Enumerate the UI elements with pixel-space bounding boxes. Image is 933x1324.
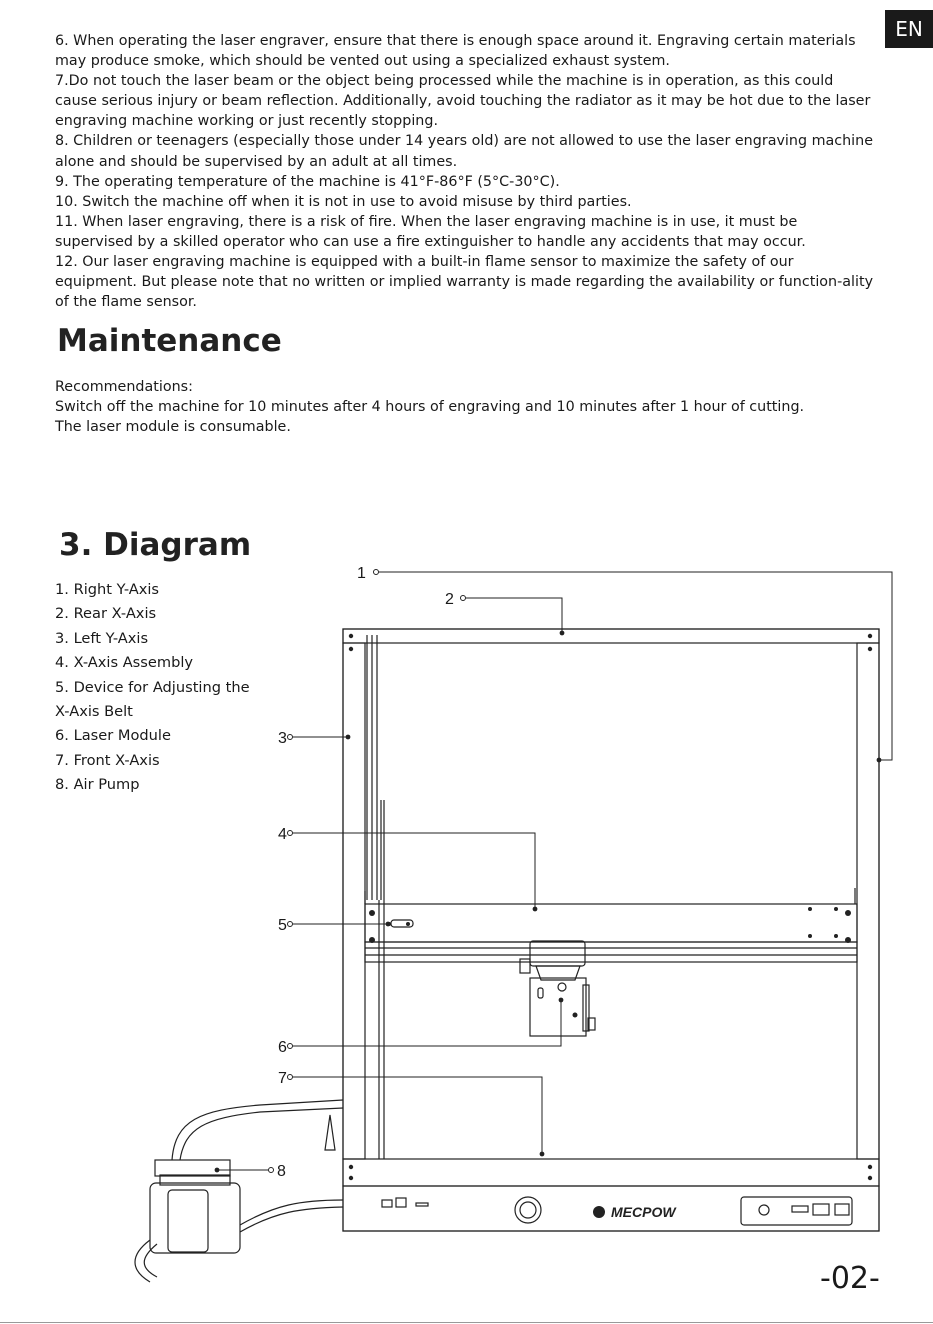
part-item: 7. Front X-Axis <box>55 751 160 769</box>
bottom-rule <box>0 1322 933 1323</box>
safety-item-7: 7.Do not touch the laser beam or the object being processed while the machine is in operation, as this could cause serious injury or beam reflection. Additionally, avoid touching the radiator as it may be hot due to the laser engraving machine working or just recently stopping. <box>55 73 871 130</box>
part-item: 5. Device for Adjusting the <box>55 678 250 696</box>
callout-6: 6 <box>278 1039 287 1056</box>
page-number: -02- <box>820 1261 880 1296</box>
air-pump <box>150 1183 240 1253</box>
machine-frame <box>343 629 879 1231</box>
part-item: 8. Air Pump <box>55 776 140 794</box>
safety-item-11: 11. When laser engraving, there is a risk of fire. When the laser engraving machine is in use, it must be supervised by a skilled operator who can use a fire extinguisher to handle any accidents that may occur. <box>55 213 806 250</box>
safety-item-9: 9. The operating temperature of the machine is 41°F-86°F (5°C-30°C). <box>55 173 560 190</box>
callout-2: 2 <box>445 591 454 608</box>
part-item: 2. Rear X-Axis <box>55 605 157 623</box>
callout-7: 7 <box>278 1070 287 1087</box>
callout-4: 4 <box>278 826 287 843</box>
maintenance-line: Switch off the machine for 10 minutes after 4 hours of engraving and 10 minutes after 1 hour of cutting. <box>55 399 805 416</box>
language-tab: EN <box>885 10 933 48</box>
maintenance-heading: Maintenance <box>57 323 282 359</box>
safety-item-6: 6. When operating the laser engraver, ensure that there is enough space around it. Engraving certain materials may produce smoke, which should be vented out using a specialized exhaust system. <box>55 33 856 70</box>
right-y-axis <box>857 643 879 1159</box>
part-item: 3. Left Y-Axis <box>55 629 149 647</box>
diagram-heading: 3. Diagram <box>59 527 252 563</box>
part-item: 6. Laser Module <box>55 727 171 745</box>
brand-name: MECPOW <box>611 1204 676 1220</box>
x-axis-assembly <box>365 904 857 942</box>
rear-x-axis <box>343 629 879 643</box>
callout-8: 8 <box>277 1163 286 1180</box>
front-x-axis <box>343 1159 879 1186</box>
part-item: 4. X-Axis Assembly <box>55 654 194 672</box>
safety-item-12: 12. Our laser engraving machine is equipped with a built-in flame sensor to maximize the safety of our equipment. But please note that no written or implied warranty is made regarding the availability or function-ality of the flame sensor. <box>55 254 874 311</box>
callout-5: 5 <box>278 917 287 934</box>
safety-item-8: 8. Children or teenagers (especially those under 14 years old) are not allowed to use the laser engraving machine alone and should be supervised by an adult at all times. <box>55 133 874 170</box>
callout-1: 1 <box>357 565 366 582</box>
maintenance-line: Recommendations: <box>55 379 193 395</box>
maintenance-line: The laser module is consumable. <box>55 419 291 436</box>
safety-item-10: 10. Switch the machine off when it is not in use to avoid misuse by third parties. <box>55 193 632 210</box>
brand-logo-icon <box>593 1206 605 1218</box>
left-y-axis <box>343 643 365 1159</box>
part-item: X-Axis Belt <box>55 703 133 721</box>
part-item: 1. Right Y-Axis <box>55 581 160 598</box>
callout-3: 3 <box>278 730 287 747</box>
emergency-stop <box>515 1197 541 1223</box>
